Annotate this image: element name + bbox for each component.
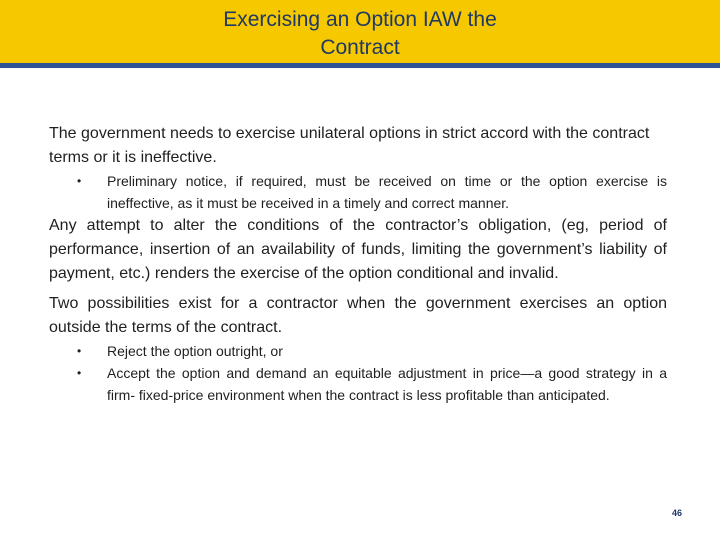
- alteration-paragraph: Any attempt to alter the conditions of the contractor’s obligation, (eg, period of performance, insertion of an availability of funds, limiting the government’s liability of payment, etc.) renders the exercise of the option conditional and invalid.: [49, 217, 667, 282]
- bullet-dot: •: [77, 174, 82, 188]
- bullet-item: [77, 362, 667, 406]
- bullet-list-2: [49, 340, 667, 406]
- bullet-text: Preliminary notice, if required, must be received on time or the option exercise is ineffective, as it must be received in a timely and correct manner.: [107, 173, 667, 211]
- bullet-text: Reject the option outright, or: [107, 343, 283, 359]
- bullet-text: Accept the option and demand an equitable adjustment in price—a good strategy in a firm- fixed-price environment when the contract is less profitable than anticipated.: [107, 365, 667, 403]
- bullet-item: [77, 340, 667, 362]
- bullet-list-1: [49, 170, 667, 214]
- bullet-dot: •: [77, 366, 82, 380]
- possibilities-paragraph: Two possibilities exist for a contractor when the government exercises an option outside the terms of the contract.: [49, 295, 667, 336]
- bullet-item: [77, 170, 667, 214]
- slide-title: [0, 6, 720, 62]
- slide-title-line-2: Contract: [320, 36, 400, 59]
- page-number: 46: [672, 508, 683, 518]
- slide-body: [49, 122, 667, 406]
- bullet-dot: •: [77, 344, 82, 358]
- intro-paragraph: The government needs to exercise unilateral options in strict accord with the contract terms or it is ineffective.: [49, 125, 650, 166]
- slide-title-line-1: Exercising an Option IAW the: [223, 8, 497, 31]
